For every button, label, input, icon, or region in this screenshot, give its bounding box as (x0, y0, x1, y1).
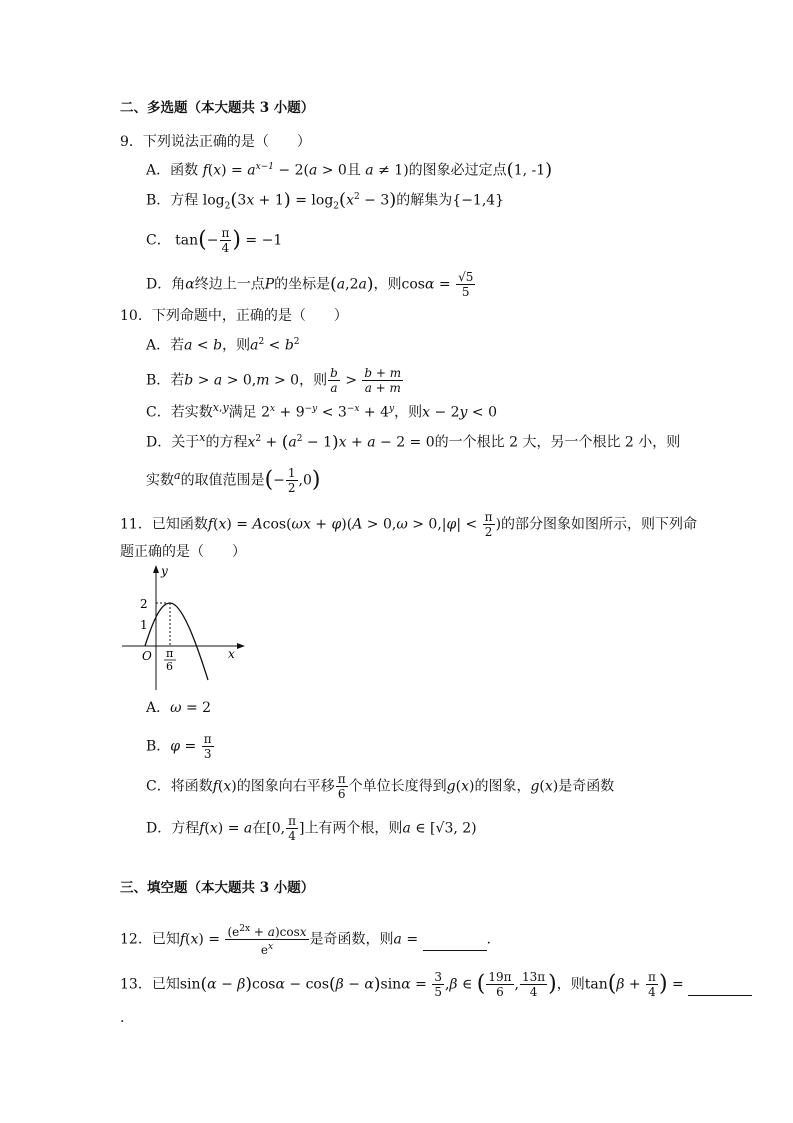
q12-label: 12．已知 (120, 931, 180, 948)
q10-d2-mid: 的取值范围是 (180, 472, 265, 489)
q11-a-label: A． (146, 700, 171, 716)
q9-b-label: B．方程 (146, 192, 199, 209)
q9-option-c: C． tan(− $\frac{\pi}{4}$ ) = −1 (146, 226, 283, 255)
q11-c-label: C．将函数 (146, 778, 213, 795)
q11-option-a: A．ω = 2 (146, 700, 212, 716)
x-axis-arrow-icon (237, 643, 245, 649)
q10-option-c: C．若实数$^{x,y}$满足 $2^x + 9^{-y} < 3^{-x} + 4^y$，则x − 2y < 0 (146, 401, 498, 421)
q10-c-label: C．若实数 (146, 404, 213, 421)
q12-answer-blank[interactable] (423, 930, 487, 951)
question-11-stem: 11．已知函数f(x) = Acos(ωx + φ)(A > 0,ω > 0,|φ| < $\frac{\pi}{2}$ )的部分图象如图所示，则下列命 (120, 510, 698, 539)
q11-d-label: D．方程 (146, 820, 200, 837)
q11-b-label: B． (146, 738, 171, 755)
q11-d-mid2: 上有两个根，则 (304, 820, 403, 837)
y-tick-1: 1 (140, 618, 148, 632)
question-9-stem: 9．下列说法正确的是（ ） (120, 134, 311, 150)
q13-mid: ，则 (556, 976, 585, 993)
q10-option-d-line2: 实数$^a$的取值范围是(− $\frac{1}{2}$ ,0) (146, 466, 321, 496)
q9-option-b: B．方程 $\log_2(3x + 1) = \log_2(x^2 - 3)$的解集为{−1,4} (146, 189, 505, 212)
question-12: 12．已知f(x) = $\frac{(e^{2x} + a)\cos x}{e^x}$ 是奇函数，则a = . (120, 924, 491, 957)
q11-stem-tail: 的部分图象如图所示，则下列命 (501, 516, 698, 533)
q11-option-b: B．φ = $\frac{\pi}{3}$ (146, 732, 212, 761)
q11-c-tail: 是奇函数 (558, 778, 615, 795)
section-3-title: 三、填空题（本大题共 3 小题） (120, 880, 315, 896)
origin-label: O (142, 649, 152, 663)
q10-option-a: A．若a < b，则$a^2 < b^2$ (146, 337, 300, 354)
q9-d-mid1: 终边上一点 (194, 276, 265, 293)
q9-option-a: A．函数 $f(x) = a^{x-1} - 2(a > 0$且 a ≠ 1)的图象必过定点(1, -1) (146, 159, 553, 181)
q12-end: . (486, 931, 491, 948)
q9-a-mid: 的图象必过定点 (408, 162, 507, 179)
question-10-stem: 10．下列命题中，正确的是（ ） (120, 308, 348, 324)
section-2-title: 二、多选题（本大题共 3 小题） (120, 100, 315, 116)
x-tick-num: π (166, 647, 174, 660)
q10-d-mid2: 的一个根比 2 大，另一个根比 2 小，则 (434, 434, 681, 451)
q10-d-mid: 的方程 (205, 434, 248, 451)
q11-option-d: D．方程f(x) = a在[0, $\frac{\pi}{4}$ ]上有两个根，则a ∈ [√3, 2) (146, 814, 477, 843)
q9-option-d: D．角α终边上一点P的坐标是(a,2a)，则cosα = $\frac{√5}{5}$ (146, 270, 474, 299)
q10-a-mid: ，则 (222, 337, 251, 354)
q11-c-mid2: 个单位长度得到 (348, 778, 447, 795)
q10-d-label: D．关于 (146, 434, 200, 451)
q10-option-d: D．关于$^x$的方程$x^2 + (a^2 - 1)x + a - 2 = 0$的一个根比 2 大，另一个根比 2 小，则 (146, 431, 681, 453)
q12-mid: 是奇函数，则 (309, 931, 394, 948)
q11-function-graph (118, 562, 248, 692)
q10-a-label: A．若 (146, 337, 185, 354)
q9-d-label: D．角 (146, 276, 186, 293)
q11-c-mid3: 的图象， (474, 778, 531, 795)
x-tick-den: 6 (166, 660, 173, 673)
q11-stem-label: 11．已知函数 (120, 516, 208, 533)
question-13: 13．已知sin(α − β)cosα − cos(β − α)sinα = $\frac{3}{5}$ ,β ∈ ( $\frac{19\pi}{6}$ , $\frac{13\pi}{4}$ )，则tan(β + $\frac{\pi}{4}$ ) = (120, 970, 752, 999)
q13-label: 13．已知 (120, 976, 180, 993)
q10-d2-pre: 实数 (146, 472, 174, 489)
question-11-stem-line2: 题正确的是（ ） (120, 544, 246, 560)
q9-a-label: A．函数 (146, 162, 199, 179)
q10-b-mid: ，则 (299, 372, 328, 389)
q13-end-mark: . (120, 1010, 125, 1026)
cosine-curve (145, 603, 208, 680)
q10-b-label: B．若 (146, 372, 185, 389)
x-axis-label: x (228, 647, 235, 661)
q9-d-mid3: ，则 (373, 276, 402, 293)
q11-d-mid: 在 (252, 820, 267, 837)
q11-c-mid: 的图象向右平移 (236, 778, 335, 795)
q10-c-mid: 满足 (228, 404, 257, 421)
q9-b-mid: 的解集为 (396, 192, 453, 209)
q9-d-mid2: 的坐标是 (274, 276, 331, 293)
y-axis-arrow-icon (153, 565, 159, 573)
y-tick-2: 2 (140, 597, 148, 611)
q10-c-mid2: ，则 (394, 404, 423, 421)
q13-answer-blank[interactable] (688, 975, 752, 996)
q11-option-c: C．将函数f(x)的图象向右平移 $\frac{\pi}{6}$ 个单位长度得到g(x)的图象，g(x)是奇函数 (146, 772, 615, 801)
y-axis-label: y (161, 564, 168, 578)
q10-option-b: B．若b > a > 0,m > 0，则 $\frac{b}{a}$ > $\frac{b + m}{a + m}$ (146, 366, 402, 395)
q9-c-label: C． (146, 232, 171, 249)
q9-a-formula: f (202, 162, 208, 179)
